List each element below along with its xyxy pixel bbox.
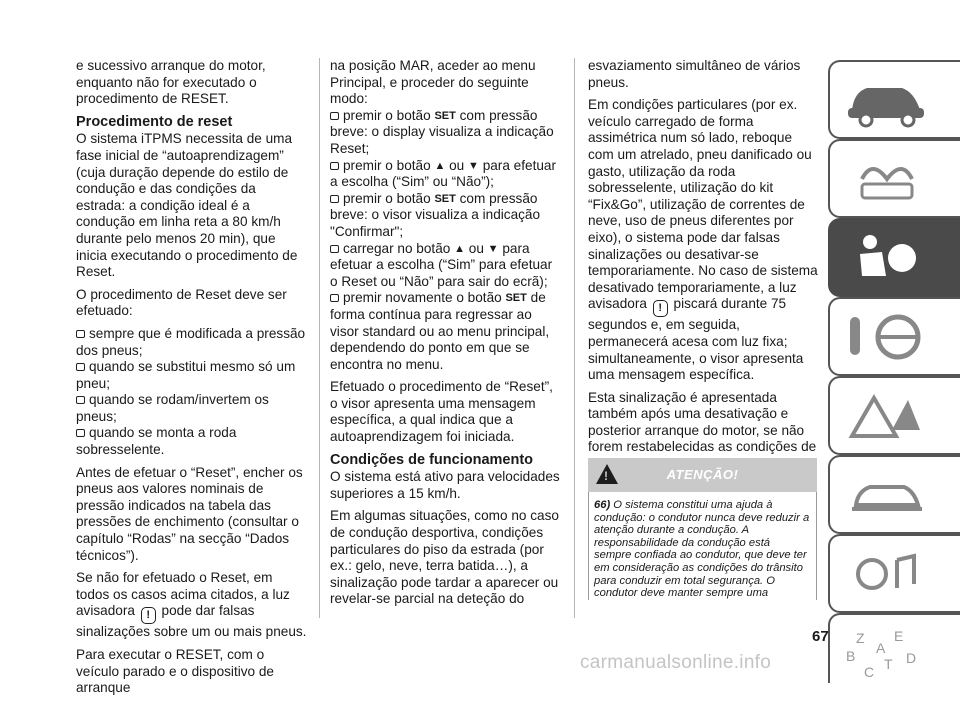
up-button-icon: ▲ <box>434 159 446 172</box>
tab-multimedia[interactable] <box>828 534 960 613</box>
bullet-item: quando se substitui mesmo só um pneu; <box>76 359 296 391</box>
text-column-2 <box>330 58 562 614</box>
tab-safety[interactable] <box>828 218 960 297</box>
set-button-icon: SET <box>434 109 456 122</box>
bullet-icon <box>330 162 339 170</box>
tab-vehicle[interactable] <box>828 60 960 139</box>
bullet-icon <box>330 245 339 253</box>
attention-body <box>588 492 817 600</box>
paragraph: Esta sinalização é apresentada também após uma desativação e posterior arranque do motor, se não forem restabelecidas as condições de <box>588 389 817 455</box>
steering-wheel-icon <box>842 307 932 367</box>
tire-pressure-warning-icon: ! <box>653 300 668 317</box>
multimedia-icon <box>842 544 932 604</box>
dashboard-lights-icon <box>842 149 932 209</box>
bullet-item: carregar no botão ▲ ou ▼ para efetuar a escolha (“Sim” para efetuar o Reset ou “Não” para sair do ecrã); <box>330 240 553 289</box>
svg-text:B: B <box>846 648 856 664</box>
section-heading-reset: Procedimento de reset <box>76 113 233 130</box>
set-button-icon: SET <box>505 292 527 305</box>
paragraph: Para executar o RESET, com o veículo parado e o dispositivo de arranque <box>76 647 274 696</box>
attention-box <box>588 458 817 600</box>
svg-text:A: A <box>876 640 886 656</box>
tab-dashboard[interactable] <box>828 139 960 218</box>
tab-index[interactable] <box>828 613 960 683</box>
watermark: carmanualsonline.info <box>580 652 772 673</box>
svg-text:C: C <box>864 664 875 680</box>
svg-text:T: T <box>884 656 893 672</box>
section-heading-functioning: Condições de funcionamento <box>330 451 534 468</box>
up-button-icon: ▲ <box>454 242 465 255</box>
bullet-item: quando se rodam/invertem os pneus; <box>76 392 269 424</box>
bullet-icon <box>76 396 85 404</box>
bullet-icon <box>76 330 85 338</box>
bullet-item: premir novamente o botão SET de forma contínua para regressar ao visor standard ou ao menu principal, dependendo do ponto em que se encontra no menu. <box>330 290 550 372</box>
page-number: 67 <box>812 628 829 645</box>
wrench-car-icon <box>842 465 932 525</box>
paragraph: e sucessivo arranque do motor, enquanto não for executado o procedimento de RESET. <box>76 58 266 107</box>
text-column-3 <box>588 58 820 479</box>
tab-start-driving[interactable] <box>828 297 960 376</box>
attention-number: 66) <box>594 499 611 511</box>
down-button-icon: ▼ <box>468 159 479 172</box>
bullet-item: premir o botão SET com pressão breve: o visor visualiza a indicação "Confirmar"; <box>330 190 541 239</box>
attention-title: ATENÇÃO! <box>666 467 739 482</box>
bullet-icon <box>330 294 339 302</box>
bullet-item: premir o botão SET com pressão breve: o display visualiza a indicação Reset; <box>330 107 554 156</box>
paragraph: O sistema está ativo para velocidades superiores a 15 km/h. <box>330 469 560 501</box>
bullet-item: quando se monta a roda sobresselente. <box>76 425 237 458</box>
paragraph: esvaziamento simultâneo de vários pneus. <box>588 58 801 90</box>
svg-text:E: E <box>894 628 904 644</box>
attention-header <box>588 458 817 492</box>
text-column-1 <box>76 58 308 703</box>
paragraph: Antes de efetuar o “Reset”, encher os pneus aos valores nominais de pressão indicados na tabela das pressões de enchimento (consultar o capítulo “Rodas” na secção “Dados técnicos”). <box>76 464 303 563</box>
paragraph: Em algumas situações, como no caso de condução desportiva, condições particulares do piso da estrada (por ex.: gelo, neve, terra batida…), a sinalização pode tardar a aparecer ou revelar-se parcial na deteção do <box>330 508 559 607</box>
set-button-icon: SET <box>434 192 456 205</box>
airbag-seatbelt-icon <box>842 228 932 288</box>
tab-emergency[interactable] <box>828 376 960 455</box>
svg-text:D: D <box>906 650 917 666</box>
tire-pressure-warning-icon: ! <box>141 607 156 624</box>
paragraph: O procedimento de Reset deve ser efetuado: <box>76 286 287 319</box>
car-icon <box>842 70 932 130</box>
bullet-item: sempre que é modificada a pressão dos pneus; <box>76 325 306 358</box>
warning-triangle-icon <box>842 386 932 446</box>
alphabet-index-icon <box>842 623 932 683</box>
paragraph: na posição MAR, aceder ao menu Principal, e proceder do seguinte modo: <box>330 58 536 107</box>
column-divider <box>319 58 320 618</box>
warning-triangle-icon: ! <box>596 464 618 484</box>
paragraph: Efetuado o procedimento de “Reset”, o visor apresenta uma mensagem específica, a qual indica que a autoaprendizagem foi iniciada. <box>330 379 553 445</box>
svg-text:Z: Z <box>856 630 865 646</box>
paragraph: Se não for efetuado o Reset, em todos os casos acima citados, a luz avisadora ! pode dar falsas sinalizações sobre um ou mais pneus. <box>76 570 307 640</box>
bullet-item: premir o botão ▲ ou ▼ para efetuar a escolha (“Sim” ou “Não”); <box>330 157 556 190</box>
column-divider <box>574 58 575 618</box>
tab-maintenance[interactable] <box>828 455 960 534</box>
paragraph: Em condições particulares (por ex. veículo carregado de forma assimétrica num só lado, reboque com um atrelado, pneu danificado ou gasto, utilização da roda sobresselente, utilização do kit “Fix&Go”, utilização de correntes de neve, uso de pneus diferentes por eixo), o sistema pode dar falsas sinalizações ou desativar-se temporariamente. No caso de sistema desativado temporariamente, a luz avisadora ! piscará durante 75 segundos e, em seguida, permanecerá acesa com luz fixa; simultaneamente, o visor apresenta uma mensagem específica. <box>588 97 818 383</box>
attention-text: O sistema constitui uma ajuda à condução: o condutor nunca deve reduzir a atenção durante a condução. A responsabilidade da condução está sempre confiada ao condutor, que deve ter em consideração as condições do trânsito para conduzir em total segurança. O condutor deve manter sempre uma <box>594 499 810 600</box>
bullet-icon <box>76 429 85 437</box>
paragraph: O sistema iTPMS necessita de uma fase inicial de “autoaprendizagem” (cuja duração depende do estilo de condução e das condições da estrada: a condição ideal é a condução em linha reta a 80 km/h durante pelo menos 20 min), que inicia executando o procedimento de Reset. <box>76 131 298 280</box>
bullet-icon <box>330 112 339 120</box>
down-button-icon: ▼ <box>487 242 499 255</box>
bullet-icon <box>76 363 85 371</box>
bullet-icon <box>330 195 339 203</box>
